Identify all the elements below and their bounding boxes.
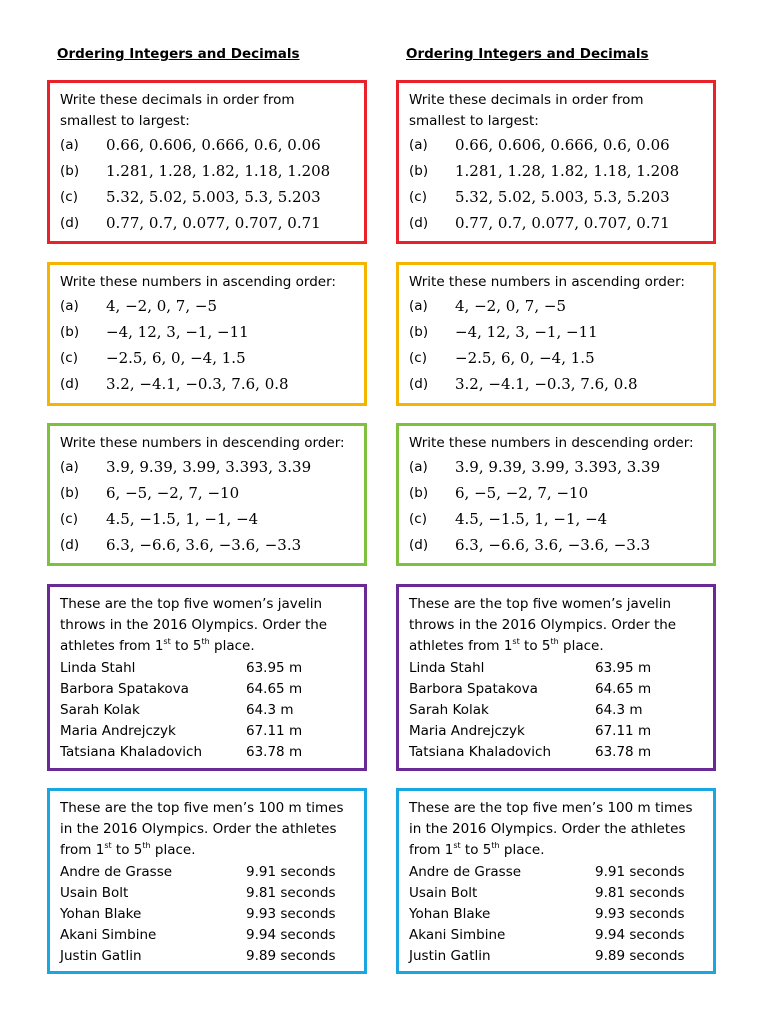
- athlete-name: Linda Stahl: [409, 659, 485, 676]
- item-label: (d): [409, 537, 429, 553]
- athlete-row: [60, 924, 364, 945]
- item-values: 3.9, 9.39, 3.99, 3.393, 3.39: [106, 458, 312, 476]
- prompt-text: These are the top five men’s 100 m times in the 2016 Olympics. Order the athletes from: [409, 800, 693, 858]
- ordinal-first: 1st: [95, 841, 112, 858]
- athlete-row: [409, 861, 713, 882]
- question-item: [409, 158, 713, 184]
- athlete-result: 9.94 seconds: [595, 926, 685, 943]
- athlete-name: Tatsiana Khaladovich: [60, 743, 203, 760]
- item-values: −2.5, 6, 0, −4, 1.5: [455, 349, 595, 367]
- athlete-name: Barbora Spatakova: [60, 680, 189, 697]
- item-values: 1.281, 1.28, 1.82, 1.18, 1.208: [106, 162, 331, 180]
- ordinal-first: 1st: [444, 841, 461, 858]
- question-item: [409, 371, 713, 397]
- item-values: 3.2, −4.1, −0.3, 7.6, 0.8: [455, 375, 638, 393]
- item-values: −2.5, 6, 0, −4, 1.5: [106, 349, 246, 367]
- item-label: (c): [60, 350, 78, 366]
- item-values: 4.5, −1.5, 1, −1, −4: [106, 510, 259, 528]
- athlete-name: Akani Simbine: [60, 926, 157, 943]
- prompt-text: to: [115, 842, 130, 858]
- item-label: (b): [60, 324, 80, 340]
- item-label: (c): [409, 511, 427, 527]
- item-values: 0.66, 0.606, 0.666, 0.6, 0.06: [106, 136, 321, 154]
- sprint-question-box: [396, 788, 716, 974]
- athlete-name: Yohan Blake: [409, 905, 491, 922]
- item-label: (d): [409, 376, 429, 392]
- question-prompt: Write these numbers in descending order:: [60, 435, 345, 451]
- descending-question-box: [396, 423, 716, 566]
- athlete-result: 64.3 m: [246, 701, 294, 718]
- question-prompt: Write these decimals in order from smallest to largest:: [409, 92, 644, 129]
- worksheet-title: Ordering Integers and Decimals: [57, 46, 300, 62]
- item-values: 3.2, −4.1, −0.3, 7.6, 0.8: [106, 375, 289, 393]
- ascending-question-box: [47, 262, 367, 406]
- item-label: (c): [60, 511, 78, 527]
- athlete-name: Justin Gatlin: [60, 947, 142, 964]
- item-label: (c): [409, 189, 427, 205]
- question-item: [60, 345, 364, 371]
- item-label: (c): [409, 350, 427, 366]
- item-label: (a): [60, 298, 79, 314]
- question-item: [409, 319, 713, 345]
- item-values: 1.281, 1.28, 1.82, 1.18, 1.208: [455, 162, 680, 180]
- athlete-name: Maria Andrejczyk: [409, 722, 525, 739]
- item-values: 0.66, 0.606, 0.666, 0.6, 0.06: [455, 136, 670, 154]
- item-values: 4.5, −1.5, 1, −1, −4: [455, 510, 608, 528]
- item-label: (a): [409, 298, 428, 314]
- question-item: [409, 454, 713, 480]
- question-prompt: Write these numbers in ascending order:: [60, 274, 336, 290]
- athlete-row: [409, 945, 713, 966]
- question-item: [409, 506, 713, 532]
- athlete-result: 9.94 seconds: [246, 926, 336, 943]
- prompt-text: place.: [214, 638, 255, 654]
- athlete-result: 9.91 seconds: [246, 863, 336, 880]
- athlete-result: 9.89 seconds: [246, 947, 336, 964]
- athlete-row: [409, 657, 713, 678]
- athlete-result: 9.93 seconds: [595, 905, 685, 922]
- item-label: (b): [409, 324, 429, 340]
- athlete-name: Justin Gatlin: [409, 947, 491, 964]
- athlete-row: [409, 678, 713, 699]
- javelin-question-box: [47, 584, 367, 771]
- descending-question-box: [47, 423, 367, 566]
- question-item: [60, 132, 364, 158]
- item-label: (b): [409, 163, 429, 179]
- question-prompt: [409, 798, 701, 861]
- athlete-result: 9.89 seconds: [595, 947, 685, 964]
- athlete-row: [409, 720, 713, 741]
- item-values: 5.32, 5.02, 5.003, 5.3, 5.203: [106, 188, 321, 206]
- athlete-row: [409, 741, 713, 762]
- prompt-text: place.: [154, 842, 196, 858]
- decimals-question-box: [47, 80, 367, 244]
- item-label: (b): [409, 485, 429, 501]
- athlete-result: 64.3 m: [595, 701, 643, 718]
- item-values: 0.77, 0.7, 0.077, 0.707, 0.71: [455, 214, 670, 232]
- athlete-result: 9.81 seconds: [246, 884, 336, 901]
- item-values: 4, −2, 0, 7, −5: [455, 297, 566, 315]
- question-prompt: [60, 798, 352, 861]
- athlete-name: Usain Bolt: [60, 884, 129, 901]
- question-prompt: Write these decimals in order from smallest to largest:: [60, 92, 295, 129]
- item-label: (d): [409, 215, 429, 231]
- athlete-name: Maria Andrejczyk: [60, 722, 176, 739]
- item-values: 6.3, −6.6, 3.6, −3.6, −3.3: [106, 536, 302, 554]
- item-values: −4, 12, 3, −1, −11: [455, 323, 598, 341]
- prompt-text: These are the top five women’s javelin throws in the 2016 Olympics. Order the athletes from: [60, 596, 328, 654]
- question-item: [60, 480, 364, 506]
- question-item: [60, 184, 364, 210]
- athlete-result: 67.11 m: [246, 722, 303, 739]
- ordinal-fifth: 5th: [192, 637, 210, 654]
- question-item: [60, 158, 364, 184]
- athlete-row: [409, 924, 713, 945]
- prompt-text: place.: [503, 842, 545, 858]
- question-item: [409, 210, 713, 236]
- question-prompt: Write these numbers in descending order:: [409, 435, 694, 451]
- ascending-question-box: [396, 262, 716, 406]
- question-item: [60, 210, 364, 236]
- athlete-name: Barbora Spatakova: [409, 680, 538, 697]
- athlete-name: Linda Stahl: [60, 659, 136, 676]
- item-values: 5.32, 5.02, 5.003, 5.3, 5.203: [455, 188, 670, 206]
- prompt-text: to: [464, 842, 479, 858]
- athlete-name: Akani Simbine: [409, 926, 506, 943]
- athlete-result: 63.78 m: [246, 743, 303, 760]
- athlete-name: Yohan Blake: [60, 905, 142, 922]
- athlete-row: [60, 720, 364, 741]
- athlete-row: [60, 861, 364, 882]
- item-label: (d): [60, 215, 80, 231]
- ordinal-fifth: 5th: [133, 841, 151, 858]
- sprint-question-box: [47, 788, 367, 974]
- ordinal-first: 1st: [154, 637, 171, 654]
- question-item: [409, 480, 713, 506]
- prompt-text: to: [524, 638, 538, 654]
- athlete-row: [60, 657, 364, 678]
- question-item: [409, 293, 713, 319]
- question-item: [60, 371, 364, 397]
- athlete-row: [60, 678, 364, 699]
- item-label: (a): [409, 137, 428, 153]
- athlete-name: Tatsiana Khaladovich: [409, 743, 552, 760]
- question-item: [60, 506, 364, 532]
- athlete-result: 9.81 seconds: [595, 884, 685, 901]
- ordinal-first: 1st: [503, 637, 520, 654]
- prompt-text: These are the top five women’s javelin throws in the 2016 Olympics. Order the athletes from: [409, 596, 677, 654]
- athlete-result: 67.11 m: [595, 722, 652, 739]
- athlete-result: 64.65 m: [246, 680, 303, 697]
- worksheet-title: Ordering Integers and Decimals: [406, 46, 649, 62]
- athlete-row: [60, 945, 364, 966]
- item-label: (a): [60, 459, 79, 475]
- item-label: (d): [60, 376, 80, 392]
- item-label: (d): [60, 537, 80, 553]
- prompt-text: place.: [563, 638, 604, 654]
- prompt-text: to: [175, 638, 189, 654]
- item-values: 0.77, 0.7, 0.077, 0.707, 0.71: [106, 214, 321, 232]
- item-values: 6, −5, −2, 7, −10: [455, 484, 589, 502]
- javelin-question-box: [396, 584, 716, 771]
- athlete-result: 63.95 m: [595, 659, 652, 676]
- item-label: (a): [60, 137, 79, 153]
- athlete-result: 63.95 m: [246, 659, 303, 676]
- athlete-row: [60, 882, 364, 903]
- item-values: −4, 12, 3, −1, −11: [106, 323, 249, 341]
- item-label: (a): [409, 459, 428, 475]
- athlete-row: [60, 699, 364, 720]
- question-item: [60, 532, 364, 558]
- question-item: [409, 184, 713, 210]
- question-item: [409, 345, 713, 371]
- question-item: [409, 532, 713, 558]
- athlete-result: 9.93 seconds: [246, 905, 336, 922]
- athlete-row: [409, 903, 713, 924]
- decimals-question-box: [396, 80, 716, 244]
- question-prompt: [409, 594, 701, 657]
- prompt-text: These are the top five men’s 100 m times in the 2016 Olympics. Order the athletes from: [60, 800, 344, 858]
- athlete-row: [409, 882, 713, 903]
- athlete-row: [409, 699, 713, 720]
- item-values: 6, −5, −2, 7, −10: [106, 484, 240, 502]
- question-item: [60, 293, 364, 319]
- athlete-name: Usain Bolt: [409, 884, 478, 901]
- athlete-name: Sarah Kolak: [409, 701, 489, 718]
- question-item: [60, 454, 364, 480]
- athlete-name: Andre de Grasse: [60, 863, 173, 880]
- athlete-result: 9.91 seconds: [595, 863, 685, 880]
- item-values: 4, −2, 0, 7, −5: [106, 297, 217, 315]
- item-label: (b): [60, 163, 80, 179]
- athlete-result: 64.65 m: [595, 680, 652, 697]
- item-label: (c): [60, 189, 78, 205]
- ordinal-fifth: 5th: [482, 841, 500, 858]
- item-values: 3.9, 9.39, 3.99, 3.393, 3.39: [455, 458, 661, 476]
- athlete-name: Sarah Kolak: [60, 701, 140, 718]
- item-label: (b): [60, 485, 80, 501]
- question-item: [60, 319, 364, 345]
- question-prompt: Write these numbers in ascending order:: [409, 274, 685, 290]
- athlete-row: [60, 903, 364, 924]
- question-prompt: [60, 594, 352, 657]
- athlete-result: 63.78 m: [595, 743, 652, 760]
- ordinal-fifth: 5th: [541, 637, 559, 654]
- item-values: 6.3, −6.6, 3.6, −3.6, −3.3: [455, 536, 651, 554]
- question-item: [409, 132, 713, 158]
- athlete-name: Andre de Grasse: [409, 863, 522, 880]
- athlete-row: [60, 741, 364, 762]
